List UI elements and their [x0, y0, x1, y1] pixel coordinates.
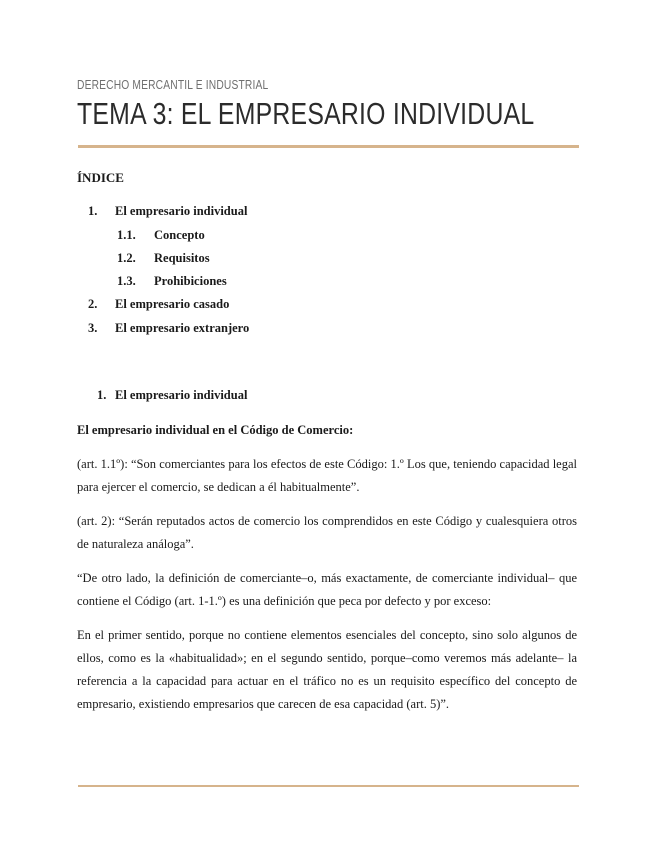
body-paragraph: “De otro lado, la definición de comerciante–o, más exactamente, de comerciante individual– que contiene el Código (art. 1-1.º) es una definición que peca por defecto y por exceso:	[77, 571, 577, 608]
toc-item-label: El empresario individual	[115, 204, 248, 218]
section-heading	[97, 388, 248, 403]
toc-item-number: 1.1.	[117, 228, 136, 242]
footer-divider	[78, 785, 579, 787]
toc-item-label: Prohibiciones	[154, 274, 227, 288]
body-paragraph: (art. 1.1º): “Son comerciantes para los efectos de este Código: 1.º Los que, teniendo capacidad legal para ejercer el comercio, se dedican a él habitualmente”.	[77, 457, 577, 494]
document-subject: DERECHO MERCANTIL E INDUSTRIAL	[77, 78, 269, 92]
toc-item-label: El empresario casado	[115, 297, 230, 311]
page-title: TEMA 3: EL EMPRESARIO INDIVIDUAL	[77, 96, 535, 131]
toc-item-label: El empresario extranjero	[115, 321, 250, 335]
index-heading: ÍNDICE	[77, 170, 124, 185]
header-divider	[78, 145, 579, 148]
toc-item-label: Concepto	[154, 228, 205, 242]
body-paragraph: (art. 2): “Serán reputados actos de comercio los comprendidos en este Código y cualesquiera otros de naturaleza análoga”.	[77, 514, 577, 551]
toc-item-number: 2.	[88, 297, 98, 311]
toc-item-number: 1.3.	[117, 274, 136, 288]
toc-item-label: Requisitos	[154, 251, 210, 265]
toc-item-number: 3.	[88, 321, 98, 335]
body-paragraph: En el primer sentido, porque no contiene elementos esenciales del concepto, sino solo algunos de ellos, como es la «habitualidad»; en el segundo sentido, porque–como veremos más adelante– la referencia a la capacidad para actuar en el tráfico no es un requisito específico del concepto de empresario, existiendo empresarios que carecen de esa capacidad (art. 5)”.	[77, 628, 577, 711]
toc-item-number: 1.	[88, 204, 98, 218]
section-subheading: El empresario individual en el Código de Comercio:	[77, 423, 354, 437]
section-number: 1.	[97, 388, 107, 402]
toc-item-number: 1.2.	[117, 251, 136, 265]
section-title: El empresario individual	[115, 388, 248, 402]
